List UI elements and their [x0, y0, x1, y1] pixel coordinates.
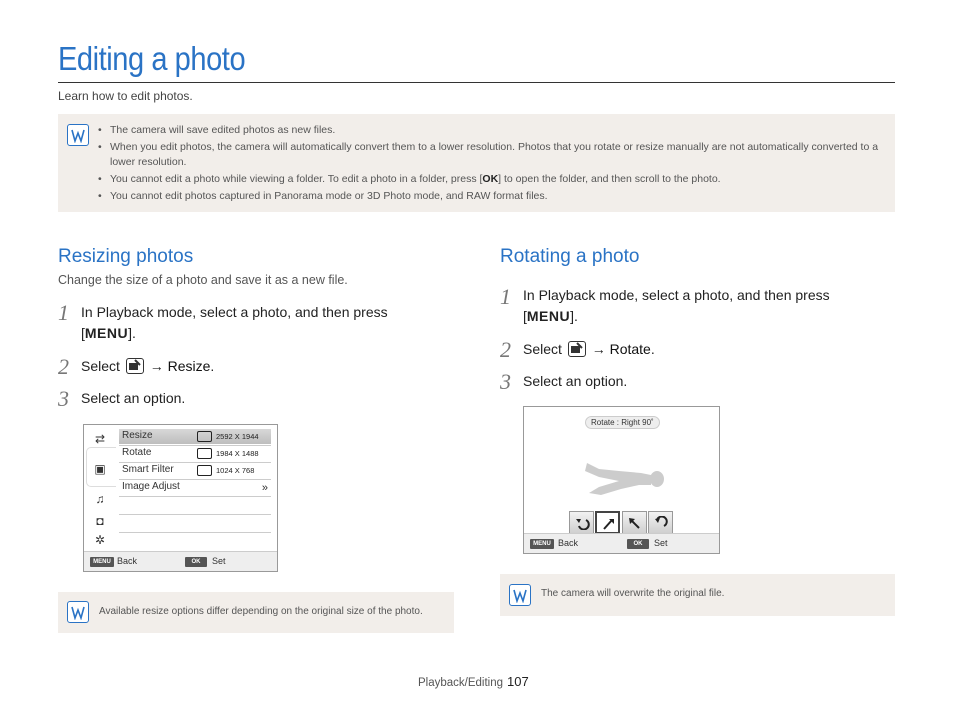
note-text: Available resize options differ depending on the original size of the photo. — [99, 606, 423, 617]
note-text: The camera will overwrite the original file. — [541, 588, 725, 599]
page-number: 107 — [507, 674, 529, 689]
resize-note-box — [58, 592, 454, 633]
swap-icon: ⇄ — [94, 432, 106, 446]
edit-menu-icon — [126, 358, 144, 374]
step-text: Select an option. — [523, 373, 628, 389]
option-size[interactable]: 1024 X 768 — [194, 463, 271, 478]
step-number: 3 — [58, 386, 69, 411]
menu-key-label: MENU — [84, 325, 129, 341]
back-label: Back — [558, 538, 579, 548]
rotated-figure-image — [579, 459, 669, 499]
rotate-right-button[interactable] — [595, 511, 620, 534]
step-text: In Playback mode, select a photo, and then press [MENU]. — [81, 304, 388, 341]
page-title: Editing a photo — [58, 40, 246, 77]
note-pencil-icon — [67, 124, 89, 146]
menu-item-image-adjust[interactable]: Image Adjust » — [122, 481, 268, 494]
option-size[interactable]: 1984 X 1488 — [194, 446, 271, 461]
step-text: In Playback mode, select a photo, and then press [MENU]. — [523, 287, 830, 324]
flip-icon — [653, 516, 669, 530]
set-label: Set — [212, 556, 226, 566]
rotate-180-button[interactable] — [622, 511, 647, 534]
divider — [119, 445, 271, 446]
rotate-screen — [523, 406, 720, 554]
menu-key[interactable]: MENU — [530, 539, 554, 549]
top-note-list — [98, 123, 883, 206]
page-footer — [418, 674, 529, 689]
set-label: Set — [654, 538, 668, 548]
list-item: • You cannot edit a photo while viewing a folder. To edit a photo in a folder, press [OK] to open the folder, and then scroll to the photo. — [98, 172, 883, 187]
option-size[interactable]: 2592 X 1944 — [194, 429, 271, 444]
menu-key-label: MENU — [526, 308, 571, 324]
back-label: Back — [117, 556, 138, 566]
screen-bottom-bar — [524, 533, 719, 553]
step-number: 3 — [500, 369, 511, 394]
divider — [119, 462, 271, 463]
step-number: 2 — [58, 354, 69, 379]
screen-bottom-bar — [84, 551, 277, 571]
page-subtitle: Learn how to edit photos. — [58, 89, 193, 103]
rotate-note-box — [500, 574, 895, 616]
rotate-right-icon — [601, 517, 617, 531]
ok-key[interactable]: OK — [185, 557, 207, 567]
list-item: • The camera will save edited photos as new files. — [98, 123, 883, 138]
section-heading-resize: Resizing photos — [58, 246, 194, 267]
top-note-box — [58, 114, 895, 212]
edit-menu-icon — [568, 341, 586, 357]
step-number: 1 — [500, 284, 511, 309]
more-arrow-icon: » — [261, 482, 268, 494]
note-pencil-icon — [67, 601, 89, 623]
divider — [119, 514, 271, 515]
rotate-left-icon — [574, 516, 590, 530]
rotate-left-button[interactable] — [569, 511, 594, 534]
menu-key[interactable]: MENU — [90, 557, 114, 567]
divider — [119, 496, 271, 497]
slideshow-icon: ♫ — [95, 492, 105, 506]
title-divider — [58, 82, 895, 83]
step-number: 1 — [58, 300, 69, 325]
step-text: Select → Resize. — [81, 358, 215, 374]
divider — [119, 479, 271, 480]
note-pencil-icon — [509, 584, 531, 606]
step-text: Select an option. — [81, 390, 186, 406]
section-subheading-resize: Change the size of a photo and save it as a new file. — [58, 273, 348, 287]
edit-photo-icon: ▣ — [94, 462, 106, 476]
menu-item-resize[interactable]: Resize — [119, 429, 271, 444]
rotate-180-icon — [627, 516, 643, 530]
menu-item-smart-filter[interactable]: Smart Filter — [122, 464, 174, 475]
step-text: Select → Rotate. — [523, 341, 655, 357]
list-item: • You cannot edit photos captured in Panorama mode or 3D Photo mode, and RAW format files. — [98, 189, 883, 204]
step-number: 2 — [500, 337, 511, 362]
list-item: • When you edit photos, the camera will automatically convert them to a lower resolution. Photos that you rotate or resize manually are not automatically converted to a lower resolution. — [98, 140, 883, 170]
ok-key-label: OK — [482, 173, 499, 185]
resize-icon — [197, 431, 212, 442]
flip-button[interactable] — [648, 511, 673, 534]
rotate-button-group — [569, 511, 674, 534]
resize-icon — [197, 448, 212, 459]
footer-section: Playback/Editing — [418, 677, 504, 689]
gear-icon: ✲ — [94, 533, 106, 547]
camera-icon: ◘ — [96, 514, 104, 528]
resize-screen — [83, 424, 278, 572]
resize-icon — [197, 465, 212, 476]
ok-key[interactable]: OK — [627, 539, 649, 549]
divider — [119, 532, 271, 533]
rotate-status-label: Rotate : Right 90˚ — [585, 416, 660, 429]
section-heading-rotate: Rotating a photo — [500, 246, 640, 267]
menu-item-rotate[interactable]: Rotate — [122, 447, 152, 458]
